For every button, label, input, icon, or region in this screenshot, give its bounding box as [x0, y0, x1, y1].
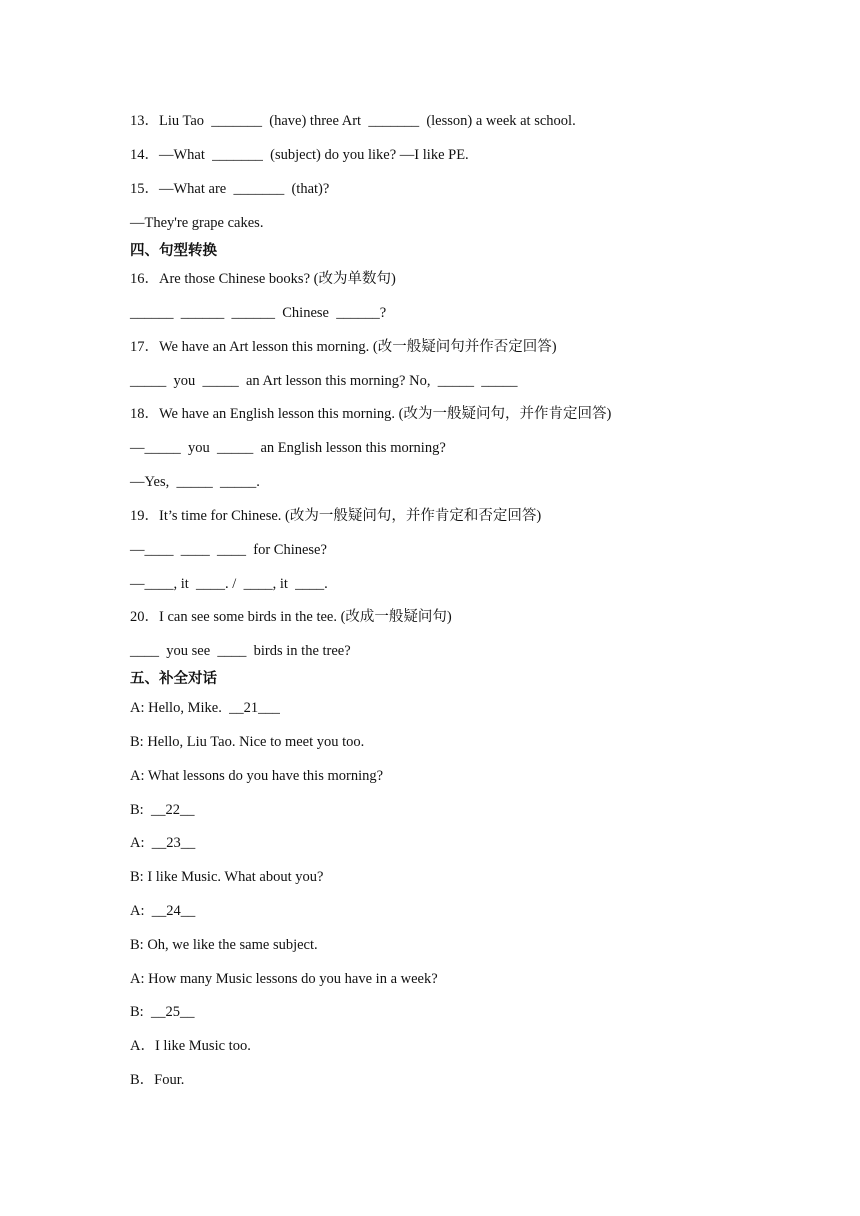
question-19: 19．It’s time for Chinese. (改为一般疑问句，并作肯定和否定回答)	[130, 508, 542, 524]
question-19-blanks-2: —____, it ____. / ____, it ____.	[130, 576, 328, 592]
dialogue-line-8: B: Oh, we like the same subject.	[130, 937, 318, 953]
question-20: 20．I can see some birds in the tee. (改成一般疑问句)	[130, 609, 452, 625]
question-16: 16．Are those Chinese books? (改为单数句)	[130, 271, 396, 287]
question-18-blanks-1: —_____ you _____ an English lesson this morning?	[130, 440, 446, 456]
question-17: 17．We have an Art lesson this morning. (改一般疑问句并作否定回答)	[130, 339, 557, 355]
question-13: 13．Liu Tao _______ (have) three Art _______ (lesson) a week at school.	[130, 113, 576, 129]
dialogue-line-4: B: __22__	[130, 802, 195, 818]
question-18-blanks-2: —Yes, _____ _____.	[130, 474, 260, 490]
option-a: A．I like Music too.	[130, 1038, 251, 1054]
dialogue-line-6: B: I like Music. What about you?	[130, 869, 324, 885]
question-18: 18．We have an English lesson this morning. (改为一般疑问句，并作肯定回答)	[130, 406, 612, 422]
question-20-blanks: ____ you see ____ birds in the tree?	[130, 643, 351, 659]
dialogue-line-3: A: What lessons do you have this morning?	[130, 768, 384, 784]
dialogue-line-1: A: Hello, Mike. __21___	[130, 700, 280, 716]
question-14: 14．—What _______ (subject) do you like? —I like PE.	[130, 147, 469, 163]
dialogue-line-2: B: Hello, Liu Tao. Nice to meet you too.	[130, 734, 365, 750]
question-17-blanks: _____ you _____ an Art lesson this morning? No, _____ _____	[130, 373, 518, 389]
question-16-blanks: ______ ______ ______ Chinese ______?	[130, 305, 387, 321]
option-b: B．Four.	[130, 1072, 185, 1088]
dialogue-line-9: A: How many Music lessons do you have in a week?	[130, 971, 438, 987]
question-19-blanks-1: —____ ____ ____ for Chinese?	[130, 542, 327, 558]
section-heading-5: 五、补全对话	[130, 671, 217, 687]
dialogue-line-5: A: __23__	[130, 835, 196, 851]
section-heading-4: 四、句型转换	[130, 243, 217, 259]
question-15: 15．—What are _______ (that)?	[130, 181, 330, 197]
dialogue-line-7: A: __24__	[130, 903, 196, 919]
dialogue-line-10: B: __25__	[130, 1004, 195, 1020]
question-15-answer: —They're grape cakes.	[130, 215, 264, 231]
